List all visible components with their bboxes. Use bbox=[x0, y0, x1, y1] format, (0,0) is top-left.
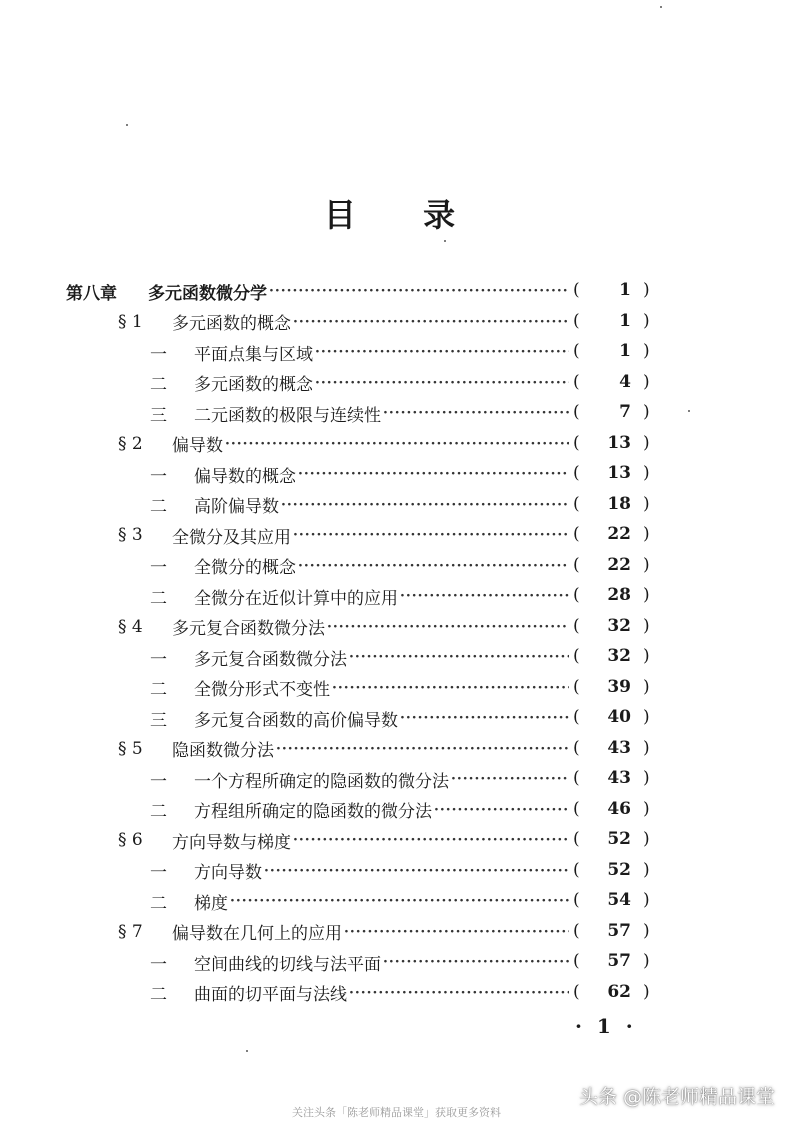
toc-number: 三 bbox=[150, 405, 167, 426]
toc-label: 多元函数的概念 bbox=[194, 375, 313, 395]
toc-page-ref: ( 39 ) bbox=[573, 676, 650, 697]
toc-page: 22 bbox=[607, 524, 631, 544]
dot-leader bbox=[344, 917, 569, 947]
toc-label: 偏导数 bbox=[172, 436, 223, 456]
dot-leader bbox=[383, 398, 569, 428]
scan-speck bbox=[660, 6, 662, 8]
toc-subsection-row[interactable] bbox=[150, 490, 663, 520]
toc-label: 空间曲线的切线与法平面 bbox=[194, 954, 381, 975]
dot-leader bbox=[298, 459, 569, 489]
toc-subsection-row[interactable] bbox=[150, 764, 663, 794]
toc-subsection-row[interactable] bbox=[150, 947, 663, 977]
toc-number: § 5 bbox=[118, 738, 143, 759]
toc-number: 二 bbox=[150, 497, 167, 517]
toc-page: 32 bbox=[607, 646, 631, 666]
dot-leader bbox=[264, 856, 569, 886]
dot-leader bbox=[269, 276, 569, 306]
toc-page-ref: ( 32 ) bbox=[573, 615, 650, 636]
toc-label: 多元复合函数的高价偏导数 bbox=[194, 710, 398, 731]
dot-leader bbox=[332, 673, 569, 703]
toc-page-ref: ( 1 ) bbox=[573, 310, 650, 331]
toc-number: 二 bbox=[150, 588, 167, 609]
toc-page-ref: ( 40 ) bbox=[573, 707, 650, 727]
toc-section-row[interactable] bbox=[118, 734, 663, 764]
toc-page: 43 bbox=[607, 768, 631, 788]
toc-label: 全微分及其应用 bbox=[172, 527, 291, 548]
toc-subsection-row[interactable] bbox=[150, 978, 663, 1008]
toc-page-ref: ( 52 ) bbox=[573, 829, 650, 849]
toc-label: 方向导数 bbox=[194, 863, 262, 883]
toc-label: 梯度 bbox=[194, 893, 228, 914]
dot-leader bbox=[400, 703, 569, 733]
dot-leader bbox=[349, 978, 569, 1008]
toc-subsection-row[interactable] bbox=[150, 581, 663, 611]
toc-label: 平面点集与区域 bbox=[194, 344, 313, 365]
toc-number: 一 bbox=[150, 466, 167, 487]
toc-label: 隐函数微分法 bbox=[172, 741, 274, 761]
dot-leader bbox=[349, 642, 569, 672]
toc-page-ref: ( 54 ) bbox=[573, 890, 650, 910]
dot-leader bbox=[293, 307, 569, 337]
toc-label: 全微分形式不变性 bbox=[194, 680, 330, 700]
toc-page: 54 bbox=[607, 890, 631, 910]
toc-subsection-row[interactable] bbox=[150, 368, 663, 398]
scan-speck bbox=[688, 410, 690, 412]
toc-page: 62 bbox=[607, 981, 631, 1002]
dot-leader bbox=[281, 490, 569, 520]
toc-section-row[interactable] bbox=[118, 825, 663, 855]
toc-page-ref: ( 22 ) bbox=[573, 524, 650, 544]
toc-page-ref: ( 62 ) bbox=[573, 981, 650, 1002]
toc-section-row[interactable] bbox=[118, 917, 663, 947]
toc-label: 方程组所确定的隐函数的微分法 bbox=[194, 802, 432, 822]
toc-label: 全微分的概念 bbox=[194, 558, 296, 578]
toc-section-row[interactable] bbox=[118, 520, 663, 550]
toc-label: 高阶偏导数 bbox=[194, 497, 279, 517]
toc-subsection-row[interactable] bbox=[150, 795, 663, 825]
toc-number: 一 bbox=[150, 863, 167, 883]
toc-subsection-row[interactable] bbox=[150, 459, 663, 489]
toc-page: 18 bbox=[607, 493, 631, 514]
toc-page: 40 bbox=[607, 707, 631, 727]
toc-label: 多元复合函数微分法 bbox=[194, 649, 347, 670]
toc-page: 32 bbox=[607, 615, 631, 636]
toc-number: § 3 bbox=[118, 525, 143, 545]
toc-label: 偏导数的概念 bbox=[194, 466, 296, 487]
toc-page-ref: ( 1 ) bbox=[573, 341, 650, 361]
toc-subsection-row[interactable] bbox=[150, 551, 663, 581]
toc-subsection-row[interactable] bbox=[150, 642, 663, 672]
toc-page: 57 bbox=[607, 951, 631, 971]
toc-label: 曲面的切平面与法线 bbox=[194, 985, 347, 1005]
toc-number: 二 bbox=[150, 985, 167, 1005]
dot-leader bbox=[225, 429, 569, 459]
toc-page: 52 bbox=[607, 859, 631, 880]
toc-section-row[interactable] bbox=[118, 429, 663, 459]
toc-label: 多元复合函数微分法 bbox=[172, 619, 325, 639]
dot-leader bbox=[293, 825, 569, 855]
toc-subsection-row[interactable] bbox=[150, 886, 663, 916]
toc-page: 39 bbox=[607, 676, 631, 697]
toc-section-row[interactable] bbox=[118, 307, 663, 337]
toc-page: 46 bbox=[607, 798, 631, 819]
toc-page: 13 bbox=[607, 463, 631, 483]
toc-chapter-row[interactable] bbox=[66, 276, 663, 306]
toc-number: 二 bbox=[150, 375, 167, 395]
dot-leader bbox=[276, 734, 569, 764]
toc-section-row[interactable] bbox=[118, 612, 663, 642]
toc-number: § 1 bbox=[118, 311, 143, 332]
toc-page-ref: ( 18 ) bbox=[573, 493, 650, 514]
toc-number: 二 bbox=[150, 680, 167, 700]
scan-speck bbox=[444, 240, 446, 242]
dot-leader bbox=[451, 764, 569, 794]
toc-number: § 4 bbox=[118, 616, 143, 637]
toc-number: 一 bbox=[150, 649, 167, 670]
watermark-text: 头条 @陈老师精品课堂 bbox=[578, 1086, 775, 1108]
toc-subsection-row[interactable] bbox=[150, 673, 663, 703]
dot-leader bbox=[315, 337, 569, 367]
toc-page-ref: ( 1 ) bbox=[573, 280, 650, 300]
scan-speck bbox=[126, 124, 128, 126]
dot-leader bbox=[315, 368, 569, 398]
toc-number: 一 bbox=[150, 344, 167, 365]
toc-subsection-row[interactable] bbox=[150, 337, 663, 367]
toc-label: 多元函数微分学 bbox=[148, 283, 267, 304]
toc-number: 二 bbox=[150, 802, 167, 822]
toc-number: 一 bbox=[150, 954, 167, 975]
dot-leader bbox=[230, 886, 569, 916]
toc-label: 一个方程所确定的隐函数的微分法 bbox=[194, 771, 449, 792]
page-number: · 1 · bbox=[575, 1014, 637, 1038]
dot-leader bbox=[327, 612, 569, 642]
toc-label: 二元函数的极限与连续性 bbox=[194, 405, 381, 426]
toc-page-ref: ( 7 ) bbox=[573, 402, 650, 422]
toc-page: 57 bbox=[607, 920, 631, 941]
toc-page-ref: ( 32 ) bbox=[573, 646, 650, 666]
toc-number: 一 bbox=[150, 771, 167, 792]
toc-label: 全微分在近似计算中的应用 bbox=[194, 588, 398, 609]
scan-speck bbox=[246, 1050, 248, 1052]
toc-page-ref: ( 4 ) bbox=[573, 371, 650, 392]
toc-label: 偏导数在几何上的应用 bbox=[172, 924, 342, 944]
toc-label: 方向导数与梯度 bbox=[172, 832, 291, 853]
toc-page: 22 bbox=[607, 554, 631, 575]
toc-page: 7 bbox=[619, 402, 631, 422]
toc-page: 1 bbox=[619, 310, 631, 331]
page-title: 目 录 bbox=[323, 196, 484, 234]
toc-subsection-row[interactable] bbox=[150, 703, 663, 733]
toc-page-ref: ( 52 ) bbox=[573, 859, 650, 880]
toc-page-ref: ( 57 ) bbox=[573, 951, 650, 971]
toc-subsection-row[interactable] bbox=[150, 856, 663, 886]
toc-page-ref: ( 43 ) bbox=[573, 768, 650, 788]
toc-number: § 2 bbox=[118, 433, 143, 454]
toc-page-ref: ( 13 ) bbox=[573, 463, 650, 483]
dot-leader bbox=[293, 520, 569, 550]
toc-page-ref: ( 43 ) bbox=[573, 737, 650, 758]
toc-page-ref: ( 46 ) bbox=[573, 798, 650, 819]
toc-number: 一 bbox=[150, 558, 167, 578]
toc-page-ref: ( 13 ) bbox=[573, 432, 650, 453]
dot-leader bbox=[298, 551, 569, 581]
toc-label: 多元函数的概念 bbox=[172, 314, 291, 334]
toc-number: 三 bbox=[150, 710, 167, 731]
toc-page: 1 bbox=[619, 341, 631, 361]
toc-page: 1 bbox=[619, 280, 631, 300]
toc-number: 二 bbox=[150, 893, 167, 914]
dot-leader bbox=[434, 795, 569, 825]
toc-page: 43 bbox=[607, 737, 631, 758]
toc-subsection-row[interactable] bbox=[150, 398, 663, 428]
toc-page: 52 bbox=[607, 829, 631, 849]
footer-note: 关注头条「陈老师精品课堂」获取更多资料 bbox=[292, 1106, 501, 1119]
toc-page-ref: ( 28 ) bbox=[573, 585, 650, 605]
toc-number: § 7 bbox=[118, 921, 143, 942]
toc-number: § 6 bbox=[118, 830, 143, 850]
toc-page: 4 bbox=[619, 371, 631, 392]
dot-leader bbox=[400, 581, 569, 611]
toc-page: 28 bbox=[607, 585, 631, 605]
toc-page: 13 bbox=[607, 432, 631, 453]
dot-leader bbox=[383, 947, 569, 977]
toc-page-ref: ( 22 ) bbox=[573, 554, 650, 575]
toc-number: 第八章 bbox=[66, 283, 117, 304]
toc-page-ref: ( 57 ) bbox=[573, 920, 650, 941]
